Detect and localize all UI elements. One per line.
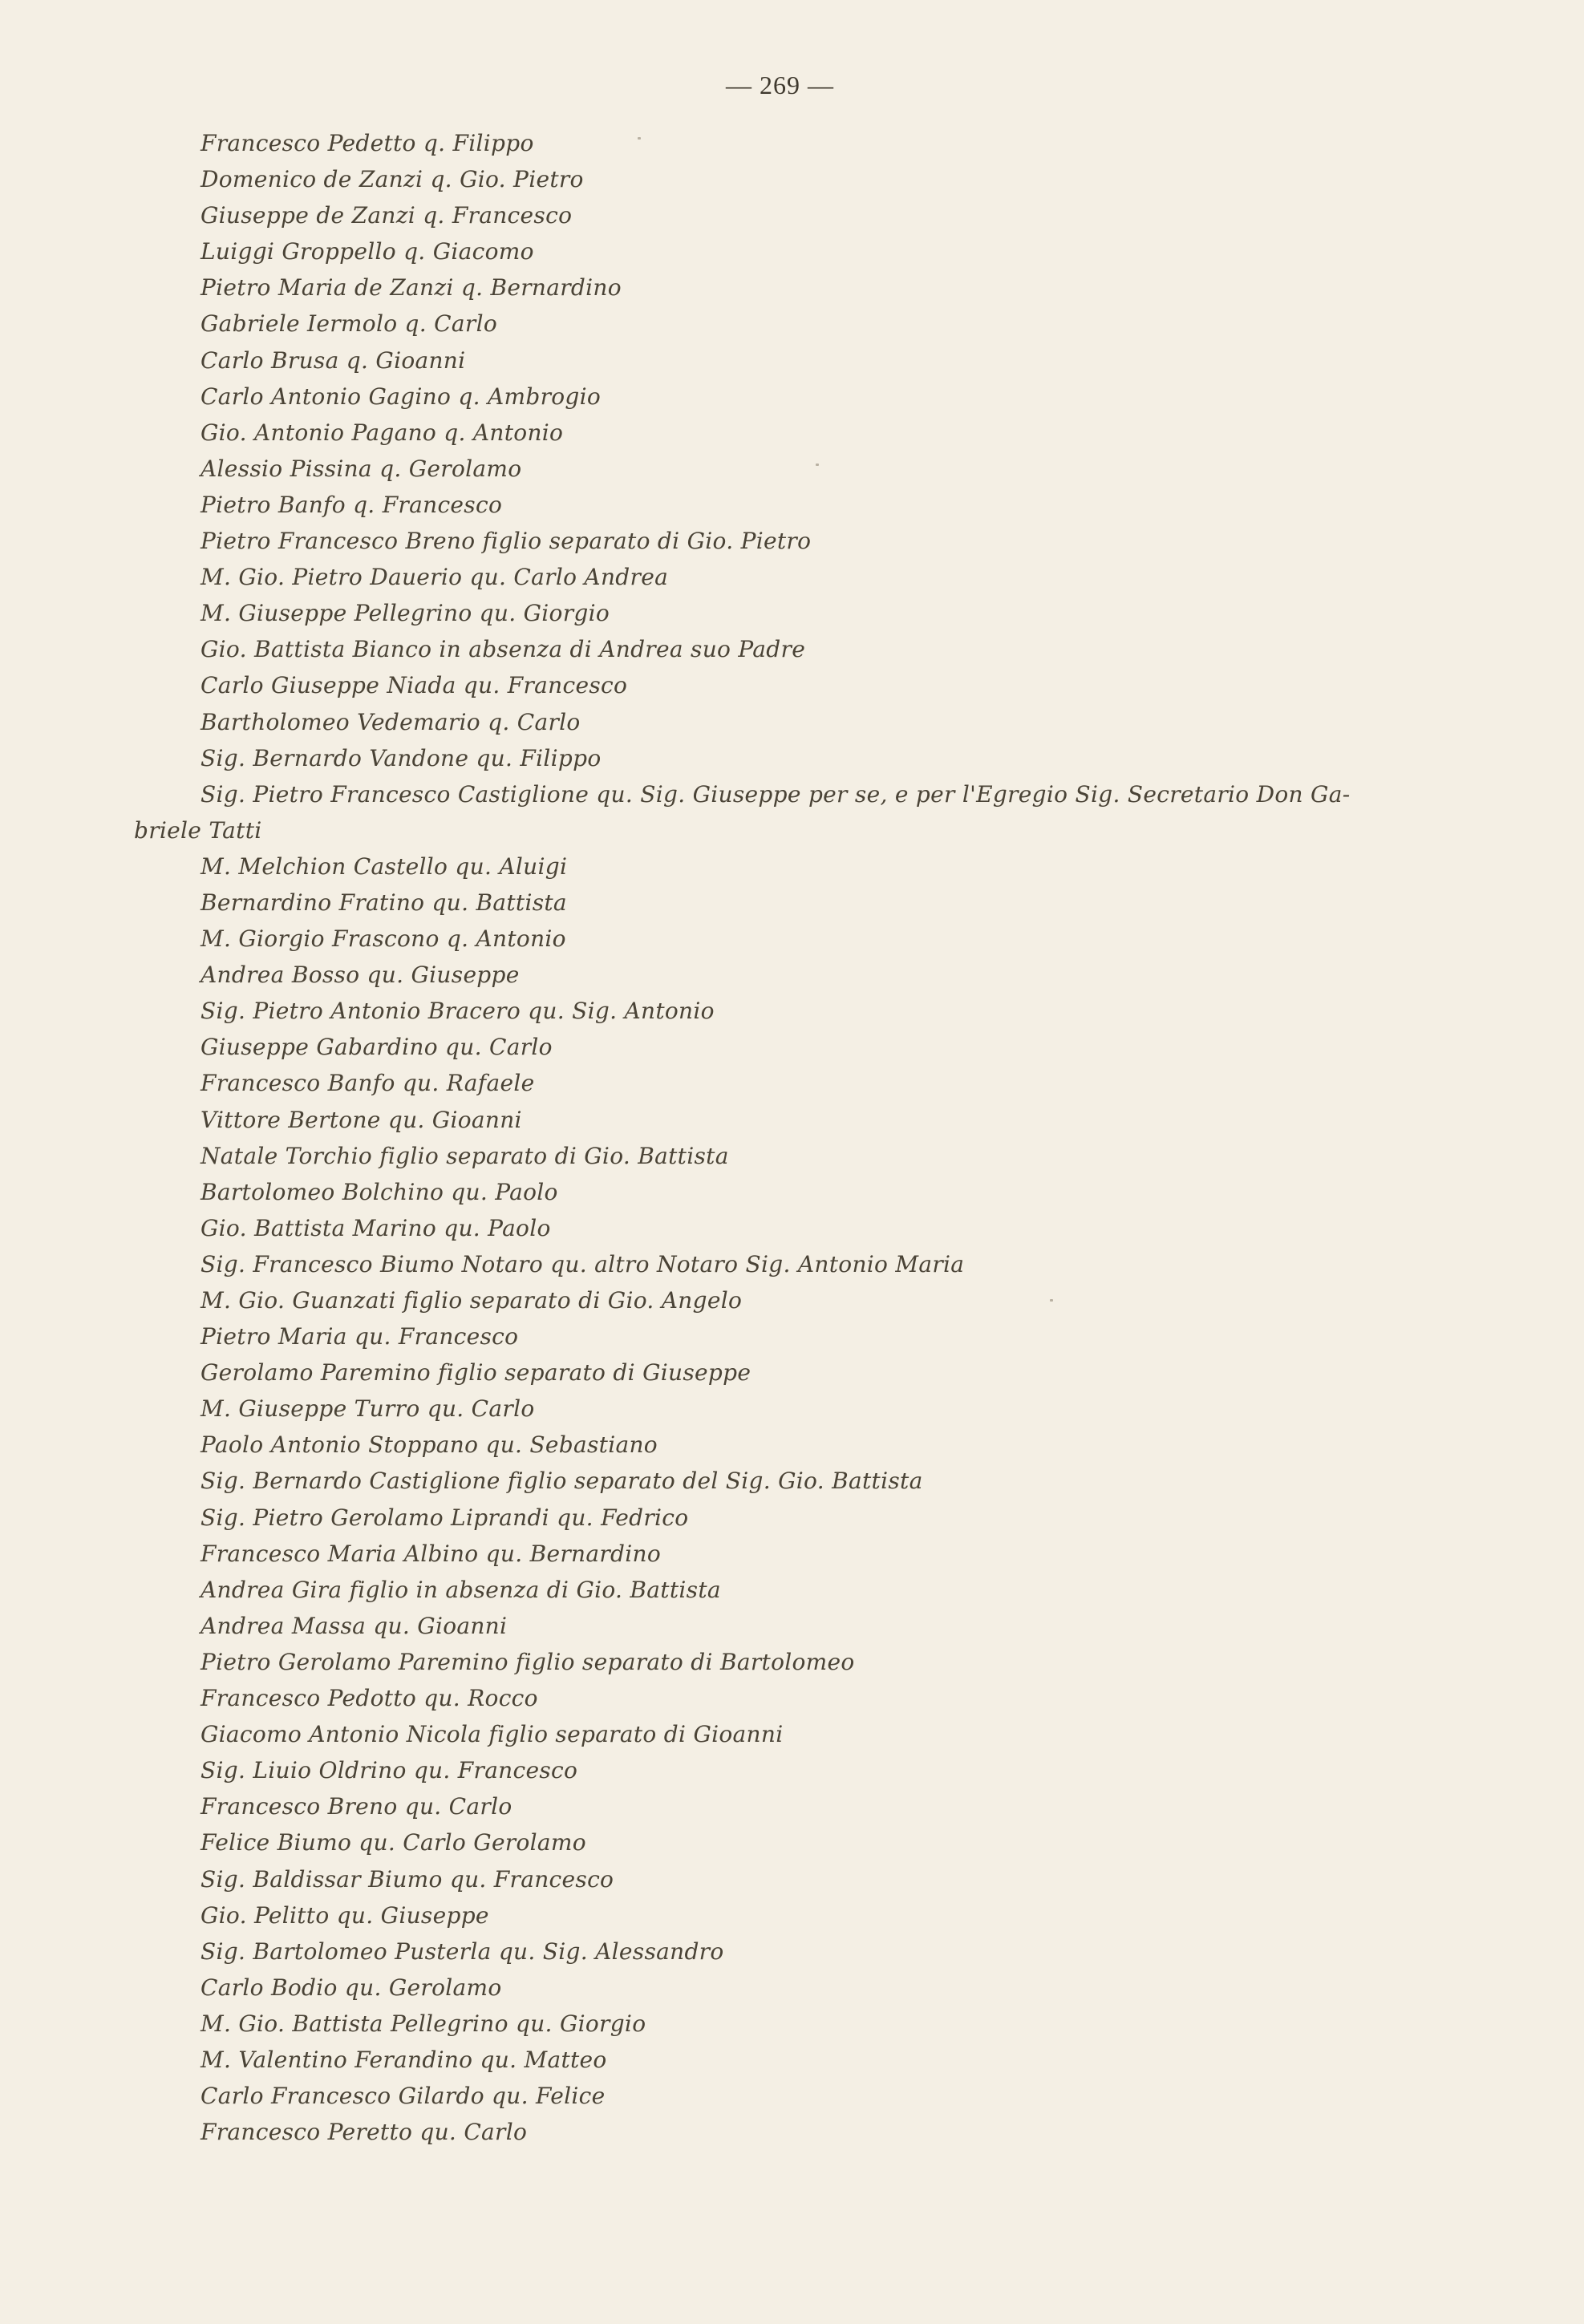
list-item: Gio. Battista Bianco in absenza di Andrea suo Padre: [201, 636, 806, 663]
list-item: Francesco Pedotto qu. Rocco: [201, 1685, 538, 1712]
paper-speck: [638, 137, 641, 140]
list-item: Domenico de Zanzi q. Gio. Pietro: [201, 166, 584, 193]
list-item: M. Gio. Pietro Dauerio qu. Carlo Andrea: [201, 564, 669, 591]
list-item: M. Gio. Battista Pellegrino qu. Giorgio: [201, 2010, 646, 2037]
list-item: Sig. Bernardo Castiglione figlio separato del Sig. Gio. Battista: [201, 1468, 923, 1495]
list-item: Sig. Bartolomeo Pusterla qu. Sig. Alessandro: [201, 1937, 724, 1965]
list-item: Pietro Gerolamo Paremino figlio separato di Bartolomeo: [201, 1648, 855, 1675]
list-item: Felice Biumo qu. Carlo Gerolamo: [201, 1829, 586, 1856]
list-item: Francesco Maria Albino qu. Bernardino: [201, 1540, 662, 1567]
list-item: Sig. Baldissar Biumo qu. Francesco: [201, 1865, 614, 1893]
list-item: Gio. Pelitto qu. Giuseppe: [201, 1901, 489, 1929]
paper-speck: [816, 464, 819, 466]
list-item: Bartholomeo Vedemario q. Carlo: [201, 708, 581, 735]
list-item: Gabriele Iermolo q. Carlo: [201, 310, 497, 338]
list-item: Giuseppe Gabardino qu. Carlo: [201, 1034, 553, 1061]
list-item: M. Gio. Guanzati figlio separato di Gio. Angelo: [201, 1287, 743, 1314]
list-item: Sig. Pietro Francesco Castiglione qu. Sig. Giuseppe per se, e per l'Egregio Sig. Secretario Don Ga-: [201, 780, 1351, 808]
name-list: [134, 125, 1452, 2150]
list-item: Sig. Francesco Biumo Notaro qu. altro Notaro Sig. Antonio Maria: [201, 1250, 965, 1277]
list-item: M. Giuseppe Turro qu. Carlo: [201, 1395, 535, 1423]
list-item: Sig. Pietro Antonio Bracero qu. Sig. Antonio: [201, 998, 715, 1025]
list-item: Luiggi Groppello q. Giacomo: [201, 238, 534, 265]
list-item: Pietro Francesco Breno figlio separato di Gio. Pietro: [201, 528, 812, 555]
list-item: Francesco Pedetto q. Filippo: [201, 130, 534, 156]
list-item: Pietro Maria qu. Francesco: [201, 1323, 519, 1350]
list-item: Giuseppe de Zanzi q. Francesco: [201, 202, 573, 229]
list-item: M. Giorgio Frascono q. Antonio: [201, 925, 566, 953]
list-item: Natale Torchio figlio separato di Gio. Battista: [201, 1142, 729, 1169]
page-number: — 269 —: [726, 71, 834, 99]
paper-speck: [1050, 1299, 1053, 1302]
list-item: Paolo Antonio Stoppano qu. Sebastiano: [201, 1431, 658, 1459]
list-item: Andrea Gira figlio in absenza di Gio. Battista: [201, 1576, 721, 1603]
list-item: Carlo Francesco Gilardo qu. Felice: [201, 2083, 606, 2110]
list-item: Vittore Bertone qu. Gioanni: [201, 1106, 522, 1133]
list-item: Carlo Antonio Gagino q. Ambrogio: [201, 383, 602, 410]
list-item: Francesco Banfo qu. Rafaele: [201, 1070, 535, 1097]
list-item: Pietro Banfo q. Francesco: [201, 491, 503, 518]
list-item: Gio. Antonio Pagano q. Antonio: [201, 419, 564, 446]
list-item-continuation: briele Tatti: [134, 816, 262, 844]
list-item: Pietro Maria de Zanzi q. Bernardino: [201, 274, 622, 302]
list-item: Carlo Giuseppe Niada qu. Francesco: [201, 672, 628, 699]
list-item: M. Valentino Ferandino qu. Matteo: [201, 2046, 607, 2073]
list-item: Andrea Bosso qu. Giuseppe: [201, 962, 520, 989]
list-item: Sig. Liuio Oldrino qu. Francesco: [201, 1757, 578, 1784]
list-item: Carlo Brusa q. Gioanni: [201, 346, 466, 374]
list-item: Alessio Pissina q. Gerolamo: [201, 455, 522, 482]
list-item: M. Giuseppe Pellegrino qu. Giorgio: [201, 600, 610, 627]
list-item: Andrea Massa qu. Gioanni: [201, 1612, 508, 1639]
list-item: Francesco Breno qu. Carlo: [201, 1793, 512, 1820]
list-item: Sig. Bernardo Vandone qu. Filippo: [201, 744, 602, 771]
list-item: Bartolomeo Bolchino qu. Paolo: [201, 1178, 558, 1205]
list-item: M. Melchion Castello qu. Aluigi: [201, 852, 568, 880]
list-item: Sig. Pietro Gerolamo Liprandi qu. Fedrico: [201, 1504, 689, 1531]
list-item: Francesco Peretto qu. Carlo: [201, 2119, 528, 2146]
list-item: Gio. Battista Marino qu. Paolo: [201, 1214, 551, 1241]
list-item: Giacomo Antonio Nicola figlio separato di Gioanni: [201, 1721, 784, 1748]
list-item: Bernardino Fratino qu. Battista: [201, 889, 567, 916]
list-item: Gerolamo Paremino figlio separato di Giuseppe: [201, 1359, 751, 1387]
list-item: Carlo Bodio qu. Gerolamo: [201, 1974, 502, 2001]
